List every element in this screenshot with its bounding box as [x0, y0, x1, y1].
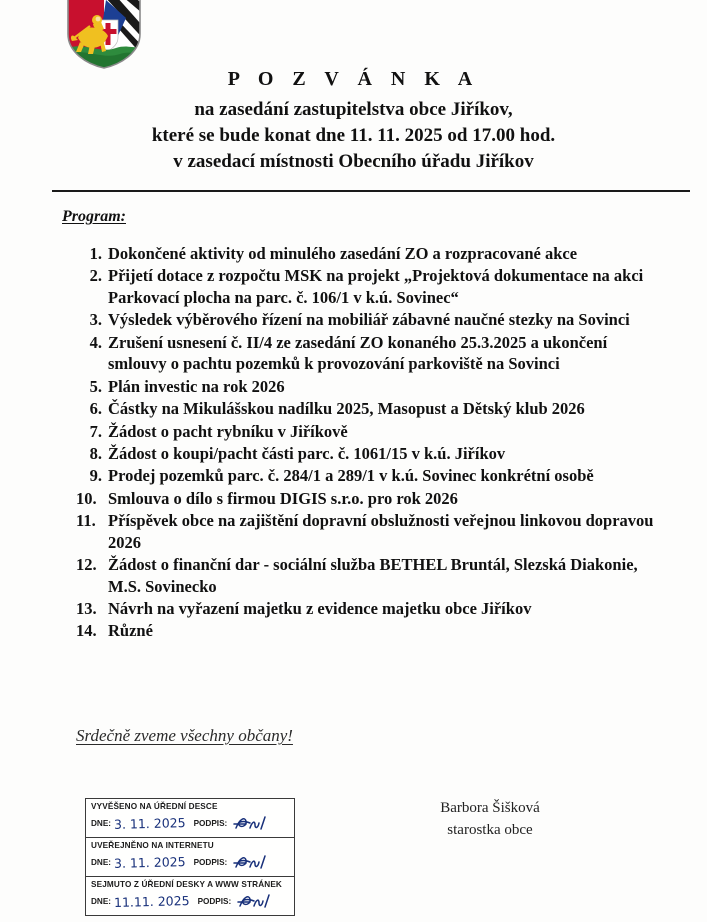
- stamp-row-removed-noticeboard: [86, 877, 294, 915]
- list-item: [76, 598, 666, 619]
- agenda-list: [76, 243, 666, 643]
- signature-block: [380, 798, 600, 842]
- list-item-number: 8.: [89, 443, 102, 463]
- list-item-number: 2.: [89, 266, 102, 286]
- list-item: [76, 243, 666, 264]
- signature-label: PODPIS:: [193, 858, 228, 867]
- list-item-number: 1.: [89, 244, 102, 263]
- signatory-role: starostka obce: [447, 821, 533, 838]
- list-item: [76, 488, 666, 509]
- list-item: [76, 421, 666, 442]
- header-divider: [52, 190, 690, 192]
- subtitle-line-3: v zasedací místnosti Obecního úřadu Jiříkov: [173, 151, 534, 173]
- list-item-text: Výsledek výběrového řízení na mobiliář zábavné naučné stezky na Sovinci: [108, 310, 630, 330]
- handwritten-date: 3. 11. 2025: [113, 854, 186, 871]
- stamp-row-fields: [86, 852, 294, 877]
- stamp-row-fields: [86, 813, 294, 838]
- subtitle-line-1: na zasedání zastupitelstva obce Jiříkov,: [194, 99, 513, 120]
- list-item: [76, 376, 666, 397]
- date-label: DNE:: [91, 819, 112, 828]
- subtitle-line-2: které se bude konat dne 11. 11. 2025 od 17.00 hod.: [151, 125, 556, 147]
- date-label: DNE:: [91, 897, 112, 906]
- list-item-number: 3.: [89, 310, 102, 330]
- stamp-row-posted-noticeboard: [86, 799, 294, 838]
- stamp-row-label: UVEŘEJNĚNO NA INTERNETU: [91, 841, 214, 850]
- stamp-row-label: VYVĚŠENO NA ÚŘEDNÍ DESCE: [91, 802, 218, 811]
- list-item-number: 10.: [76, 488, 97, 508]
- program-heading: Program:: [62, 208, 126, 225]
- list-item-text: Dokončené aktivity od minulého zasedání ZO a rozpracované akce: [108, 244, 578, 263]
- list-item: [76, 398, 666, 419]
- list-item-text: Žádost o pacht rybníku v Jiříkově: [108, 421, 348, 441]
- stamp-row-fields: [86, 891, 294, 915]
- signature-label: PODPIS:: [197, 897, 232, 906]
- handwritten-signature-icon: [236, 893, 272, 910]
- list-item: [76, 309, 666, 330]
- handwritten-date: 11.11. 2025: [113, 893, 190, 910]
- list-item-text: Plán investic na rok 2026: [108, 376, 285, 396]
- list-item-text: Přijetí dotace z rozpočtu MSK na projekt „Projektová dokumentace na akci Parkovací plocha na parc. č. 106/1 v k.ú. Sovinec“: [108, 266, 644, 307]
- signature-label: PODPIS:: [193, 819, 228, 828]
- list-item-number: 6.: [89, 399, 102, 419]
- list-item-number: 11.: [76, 511, 96, 531]
- list-item-number: 7.: [89, 421, 102, 441]
- list-item-text: Příspěvek obce na zajištění dopravní obslužnosti veřejnou linkovou dopravou 2026: [108, 511, 654, 552]
- list-item-number: 4.: [89, 332, 102, 352]
- list-item-number: 5.: [89, 376, 102, 396]
- list-item: [76, 332, 666, 375]
- document-header: [0, 68, 707, 176]
- list-item-text: Částky na Mikulášskou nadílku 2025, Masopust a Dětský klub 2026: [108, 399, 585, 419]
- list-item-text: Zrušení usnesení č. II/4 ze zasedání ZO konaného 25.3.2025 a ukončení smlouvy o pachtu pozemků k provozování parkoviště na Sovinci: [108, 332, 608, 374]
- list-item-text: Různé: [108, 621, 153, 641]
- list-item-number: 12.: [76, 555, 97, 575]
- list-item-number: 9.: [89, 466, 102, 486]
- list-item-text: Žádost o koupi/pacht části parc. č. 1061/15 v k.ú. Jiříkov: [108, 443, 506, 463]
- stamp-row-label: SEJMUTO Z ÚŘEDNÍ DESKY A WWW STRÁNEK: [91, 880, 282, 889]
- coat-of-arms-crest: [60, 0, 148, 70]
- list-item-text: Prodej pozemků parc. č. 284/1 a 289/1 v k.ú. Sovinec konkrétní osobě: [108, 466, 594, 486]
- list-item: [76, 620, 666, 641]
- closing-invitation-text: Srdečně zveme všechny občany!: [76, 726, 293, 745]
- list-item-number: 14.: [76, 621, 97, 641]
- handwritten-date: 3. 11. 2025: [113, 815, 186, 832]
- list-item-text: Žádost o finanční dar - sociální služba BETHEL Bruntál, Slezská Diakonie, M.S. Sovinecko: [108, 555, 638, 596]
- list-item: [76, 554, 666, 597]
- list-item-text: Návrh na vyřazení majetku z evidence majetku obce Jiříkov: [108, 599, 532, 618]
- list-item: [76, 443, 666, 464]
- page-title: P O Z V Á N K A: [227, 68, 480, 90]
- list-item: [76, 510, 666, 553]
- date-label: DNE:: [91, 858, 112, 867]
- list-item: [76, 465, 666, 486]
- stamp-row-published-internet: [86, 838, 294, 877]
- list-item: [76, 265, 666, 308]
- handwritten-signature-icon: [232, 815, 268, 832]
- signatory-name: Barbora Šišková: [440, 800, 540, 816]
- official-posting-stamp-box: [85, 798, 295, 916]
- list-item-text: Smlouva o dílo s firmou DIGIS s.r.o. pro rok 2026: [108, 488, 458, 508]
- handwritten-signature-icon: [232, 854, 268, 871]
- list-item-number: 13.: [76, 599, 97, 618]
